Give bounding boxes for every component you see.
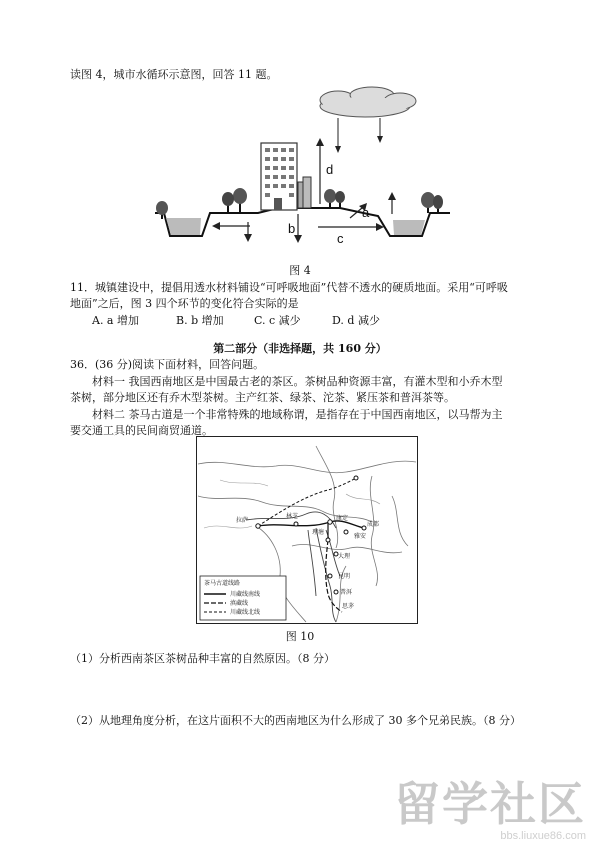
- map-label-simao: 思茅: [342, 604, 355, 610]
- figure-tea-horse-road-map: [196, 436, 418, 624]
- legend-item-3: 川藏线北线: [230, 610, 261, 616]
- map-label-dali: 大理: [338, 554, 351, 560]
- label-b: b: [288, 221, 296, 236]
- figure-10-caption: 图 10: [285, 630, 315, 643]
- legend-title: 茶马古道线路: [204, 581, 241, 587]
- q11-stem-line2: 地面”之后，图 3 四个环节的变化符合实际的是: [70, 297, 299, 310]
- q11-options: [92, 312, 416, 328]
- map-label-nyingchi: 林芝: [286, 514, 299, 520]
- q36-material1-line1: 材料一 我国西南地区是中国最古老的茶区。茶树品种资源丰富，有灌木型和小乔木型: [92, 375, 503, 388]
- map-label-lhasa: 拉萨: [236, 518, 249, 524]
- option-d[interactable]: D. d 减少: [332, 314, 380, 327]
- q36-sub1: （1）分析西南茶区茶树品种丰富的自然原因。（8 分）: [70, 652, 335, 665]
- label-a: a: [362, 205, 370, 220]
- option-c[interactable]: C. c 减少: [254, 314, 301, 327]
- map-label-yaan: 雅安: [354, 534, 367, 540]
- map-legend: [200, 576, 286, 620]
- label-d: d: [326, 162, 334, 177]
- q11-stem-line1: 11．城镇建设中，提倡用透水材料铺设“可呼吸地面”代替不透水的硬质地面。采用“可呼吸: [70, 281, 508, 294]
- watermark: [394, 768, 586, 842]
- label-c: c: [337, 231, 344, 246]
- map-label-kunming: 昆明: [338, 574, 351, 580]
- map-label-kangding: 康定: [336, 516, 349, 522]
- map-label-puer: 普洱: [340, 590, 353, 596]
- option-b[interactable]: B. b 增加: [176, 314, 224, 327]
- q36-material1-line2: 茶树，部分地区还有乔木型茶树。主产红茶、绿茶、沱茶、紧压茶和普洱茶等。: [70, 391, 455, 404]
- watermark-text: 留学社区: [394, 778, 586, 830]
- figure-urban-water-cycle: [140, 86, 470, 258]
- legend-item-2: 滇藏线: [230, 601, 249, 607]
- building-icon: [261, 143, 311, 210]
- legend-item-1: 川藏线南线: [230, 592, 261, 598]
- q36-sub2: （2）从地理角度分析，在这片面积不大的西南地区为什么形成了 30 多个兄弟民族。（8 分）: [70, 714, 521, 727]
- part2-heading: 第二部分（非选择题，共 160 分）: [213, 342, 387, 355]
- map-label-chengdu: 成都: [367, 522, 380, 528]
- figure-4-caption: 图 4: [289, 264, 311, 277]
- map-label-litang: 理塘: [312, 530, 325, 536]
- q36-material2-line2: 要交通工具的民间商贸通道。: [70, 424, 213, 437]
- q36-stem: 36．(36 分)阅读下面材料，回答问题。: [70, 358, 265, 371]
- q11-intro: 读图 4，城市水循环示意图，回答 11 题。: [70, 68, 278, 81]
- cloud-icon: [320, 87, 416, 117]
- watermark-url: bbs.liuxue86.com: [500, 830, 586, 842]
- q36-material2-line1: 材料二 茶马古道是一个非常特殊的地域称谓，是指存在于中国西南地区，以马帮为主: [92, 408, 503, 421]
- option-a[interactable]: A. a 增加: [92, 314, 139, 327]
